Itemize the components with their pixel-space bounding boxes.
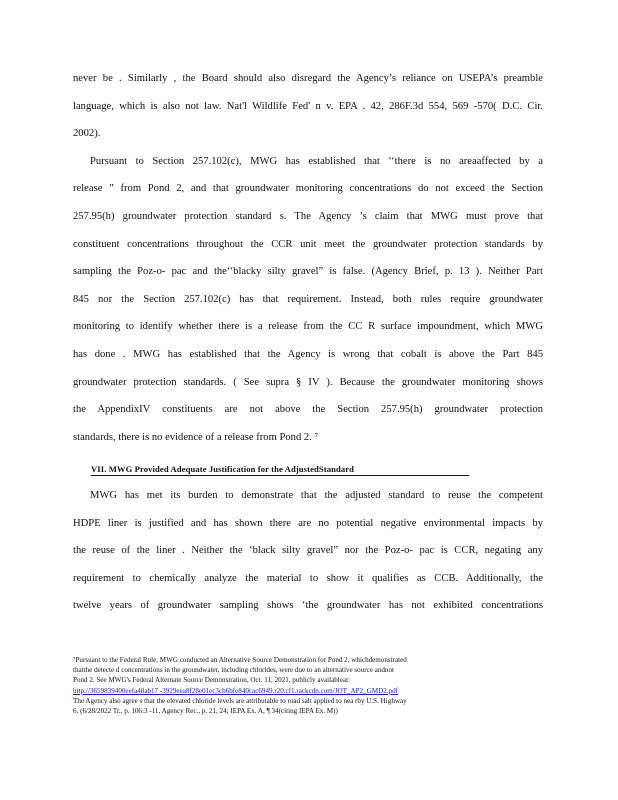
- footnote-line: ⁷Pursuant to the Federal Rule, MWG conducted an Alternative Source Demonstration for Pond 2, whichdemonstrated: [73, 656, 407, 664]
- body-line: 257.95(h) groundwater protection standard s. The Agency ’s claim that MWG must prove that: [73, 211, 543, 222]
- body-line: 845 nor the Section 257.102(c) has that requirement. Instead, both rules require groundwater: [73, 293, 543, 305]
- body-line: sampling the Poz-o- pac and the‘‘blacky silty gravel” is false. (Agency Brief, p. 13 ). Neither Part: [73, 266, 543, 278]
- body-line: MWG has met its burden to demonstrate that the adjusted standard to reuse the competent: [90, 490, 543, 501]
- body-line: Pursuant to Section 257.102(c), MWG has established that ‘‘there is no areaaffected by a: [90, 155, 543, 167]
- body-line: requirement to chemically analyze the material to show it qualifies as CCB. Additionally, the: [73, 572, 543, 584]
- section-heading: VII. MWG Provided Adequate Justification for the AdjustedStandard: [91, 464, 469, 476]
- body-line: release ” from Pond 2, and that groundwater monitoring concentrations do not exceed the Section: [73, 183, 543, 195]
- body-line: has done . MWG has established that the Agency is wrong that cobalt is above the Part 845: [73, 349, 543, 360]
- body-line: never be . Similarly , the Board should also disregard the Agency’s reliance on USEPA’s preamble: [73, 73, 543, 84]
- body-line: groundwater protection standards. ( See supra § IV ). Because the groundwater monitoring shows: [73, 376, 543, 388]
- footnote-link[interactable]: http://3659839400eefa48ab17 -3929eea8f28e01ec3cb6bfe840cac6949.r20.cf1.rackcdn.com/JOT_AP2_GMD2.pdf: [73, 686, 399, 695]
- body-line: monitoring to identify whether there is a release from the CC R surface impoundment, which MWG: [73, 321, 543, 333]
- body-line: the AppendixIV constituents are not above the Section 257.95(h) groundwater protection: [73, 404, 543, 416]
- body-line: twelve years of groundwater sampling shows ‘the groundwater has not exhibited concentrations: [73, 600, 543, 612]
- footnote-line: The Agency also agree s that the elevated chloride levels are attributable to road salt applied to nea rby U.S. Highway: [73, 696, 407, 705]
- body-line: constituent concentrations throughout the CCR unit meet the groundwater protection standards by: [73, 238, 543, 250]
- body-line: 2002).: [73, 128, 101, 140]
- footnote-line: Pond 2. See MWG's Federal Alternate Source Demonstration, Oct. 11, 2021, publicly availableat:: [73, 676, 351, 685]
- body-line: the reuse of the liner . Neither the ‘black silty gravel” nor the Poz-o- pac is CCR, negating any: [73, 545, 543, 557]
- footnote-line: 6. (6/28/2022 Tr., p. 106:3 -11, Agency Rec., p. 21, 24; IEPA Ex. A, ¶ 34(citing IEPA Ex. M)): [73, 707, 338, 715]
- body-line: standards, there is no evidence of a release from Pond 2. ⁷: [73, 431, 319, 443]
- body-line: language, which is also not law. Nat'l Wildlife Fed' n v. EPA . 42, 286F.3d 554, 569 -570( D.C. Cir.: [73, 100, 543, 112]
- footnote-line: thatthe detecte d concentrations in the groundwater, including chlorides, were due to an alternative source andnot: [73, 666, 394, 675]
- body-line: HDPE liner is justified and has shown there are no potential negative environmental impacts by: [73, 517, 543, 529]
